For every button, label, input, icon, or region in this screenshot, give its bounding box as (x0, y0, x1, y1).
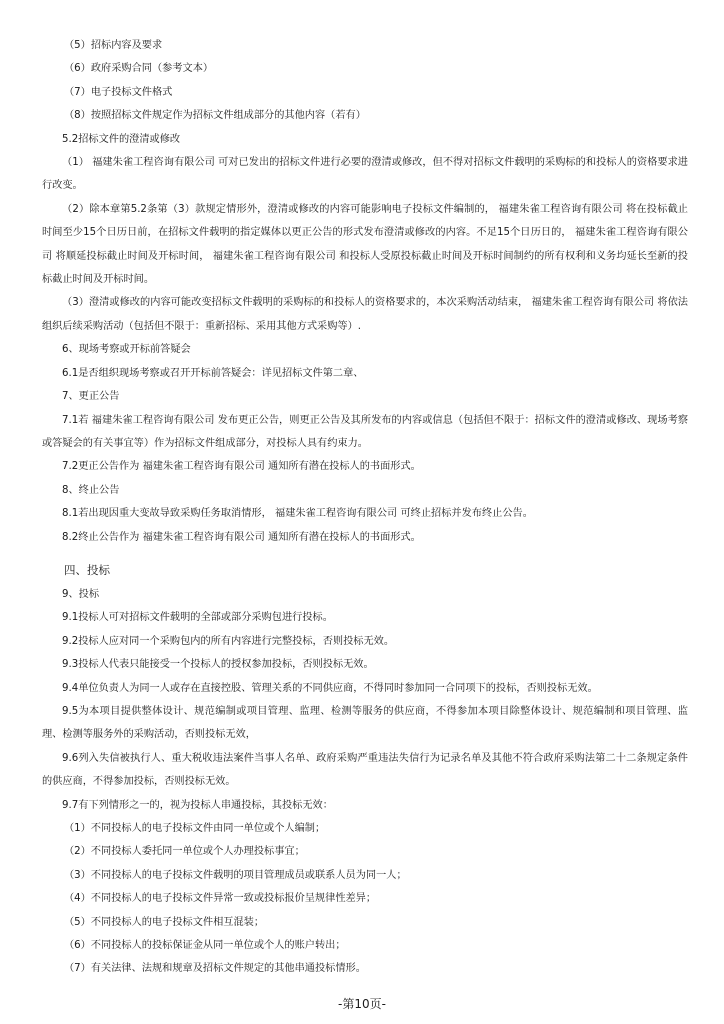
list-item: （5）不同投标人的电子投标文件相互混装； (64, 916, 265, 928)
paragraph: 7.1若 福建朱雀工程咨询有限公司 发布更正公告，则更正公告及其所发布的内容或信息（包括但不限于：招标文件的澄清或修改、现场考察或答疑会的有关事宜等）作为招标文件组成部分，对投标人具有约束力。 (42, 414, 688, 449)
list-item: （8）按照招标文件规定作为招标文件组成部分的其他内容（若有） (64, 110, 366, 122)
clause-text: 9.4单位负责人为同一人或存在直接控股、管理关系的不同供应商，不得同时参加同一合同项下的投标，否则投标无效。 (62, 682, 598, 694)
list-item: （1）不同投标人的电子投标文件由同一单位或个人编制； (64, 823, 326, 834)
list-item: （7）电子投标文件格式 (64, 86, 173, 98)
paragraph: （3）澄清或修改的内容可能改变招标文件载明的采购标的和投标人的资格要求的，本次采购活动结束， 福建朱雀工程咨询有限公司 将依法组织后续采购活动（包括但不限于：重新招标、采用其他方式采购等）. (42, 297, 688, 332)
clause-text: 9.2投标人应对同一个采购包内的所有内容进行完整投标，否则投标无效。 (62, 635, 395, 647)
clause-text: 8.2终止公告作为 福建朱雀工程咨询有限公司 通知所有潜在投标人的书面形式。 (62, 531, 421, 543)
clause-heading: 5.2招标文件的澄清或修改 (62, 133, 181, 145)
page-number: -第10页- (338, 997, 386, 1011)
clause-text: 8.1若出现因重大变故导致采购任务取消情形， 福建朱雀工程咨询有限公司 可终止招标并发布终止公告。 (62, 508, 533, 520)
list-item: （4）不同投标人的电子投标文件异常一致或投标报价呈规律性差异； (64, 893, 377, 905)
paragraph: （2）除本章第5.2条第（3）款规定情形外，澄清或修改的内容可能影响电子投标文件编制的， 福建朱雀工程咨询有限公司 将在投标截止时间至少15个日历日前，在招标文件载明的指定媒体以更正公告的形式发布澄清或修改的内容。不足15个日历日的， 福建朱雀工程咨询有限公司 将顺延投标截止时间及开标时间， 福建朱雀工程咨询有限公司 和投标人受原投标截止时间及开标时间制约的所有权利和义务均延长至新的投标截止时间及开标时间。 (42, 203, 688, 286)
list-item: （5）招标内容及要求 (64, 40, 163, 51)
clause-text: 6.1是否组织现场考察或召开开标前答疑会：详见招标文件第二章、 (62, 367, 364, 379)
clause-text: 7.2更正公告作为 福建朱雀工程咨询有限公司 通知所有潜在投标人的书面形式。 (62, 461, 421, 473)
clause-heading: 8、终止公告 (62, 484, 120, 496)
paragraph: （1） 福建朱雀工程咨询有限公司 可对已发出的招标文件进行必要的澄清或修改，但不得对招标文件载明的采购标的和投标人的资格要求进行改变。 (42, 157, 688, 192)
list-item: （7）有关法律、法规和规章及招标文件规定的其他串通投标情形。 (64, 963, 366, 975)
clause-text: 9.1投标人可对招标文件载明的全部或部分采购包进行投标。 (62, 612, 333, 624)
clause-heading: 9、投标 (62, 588, 100, 600)
clause-heading: 6、现场考察或开标前答疑会 (62, 344, 191, 356)
list-item: （2）不同投标人委托同一单位或个人办理投标事宜； (64, 846, 305, 858)
clause-heading: 7、更正公告 (62, 391, 120, 403)
paragraph: 9.5为本项目提供整体设计、规范编制或项目管理、监理、检测等服务的供应商，不得参加本项目除整体设计、规范编制和项目管理、监理、检测等服务外的采购活动，否则投标无效， (42, 705, 688, 741)
document-body (42, 34, 688, 981)
list-item: （3）不同投标人的电子投标文件载明的项目管理成员或联系人员为同一人； (64, 869, 407, 881)
clause-text: 9.7有下列情形之一的，视为投标人串通投标，其投标无效： (62, 799, 333, 811)
list-item: （6）不同投标人的投标保证金从同一单位或个人的账户转出； (64, 940, 346, 952)
list-item: （6）政府采购合同（参考文本） (64, 63, 214, 75)
clause-text: 9.3投标人代表只能接受一个投标人的授权参加投标，否则投标无效。 (62, 659, 374, 671)
section-heading: 四、投标 (64, 562, 110, 577)
paragraph: 9.6列入失信被执行人、重大税收违法案件当事人名单、政府采购严重违法失信行为记录名单及其他不符合政府采购法第二十二条规定条件的供应商，不得参加投标，否则投标无效。 (42, 752, 688, 788)
